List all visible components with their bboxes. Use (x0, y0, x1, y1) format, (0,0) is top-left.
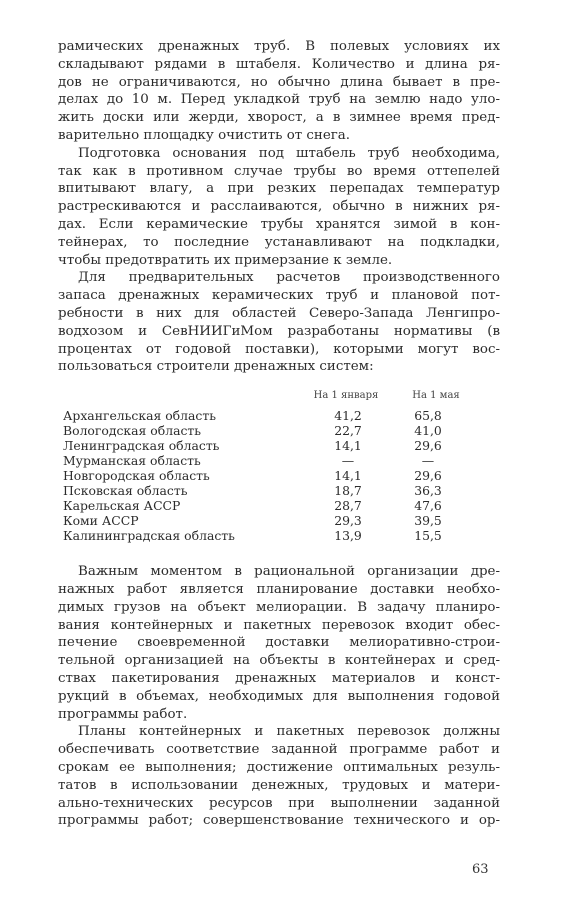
table-row (63, 468, 493, 483)
text-line: тельной организацией на объекты в контейнерах и сред- (58, 653, 500, 669)
value-may: 29,6 (414, 438, 442, 454)
text-line: запаса дренажных керамических труб и плановой пот- (58, 288, 500, 304)
text-line: ребности в них для областей Северо-Запада Ленгипро- (58, 305, 500, 321)
region-name: Коми АССР (63, 513, 139, 529)
value-may: 39,5 (414, 513, 442, 529)
table-header (63, 390, 493, 408)
text-line: пользоваться строители дренажных систем: (58, 359, 374, 375)
book-page (58, 38, 500, 830)
value-jan: 14,1 (334, 468, 362, 484)
value-may: 41,0 (414, 423, 442, 439)
text-line: складывают рядами в штабеля. Количество и длина ря- (58, 56, 500, 72)
text-line: татов в использовании денежных, трудовых и матери- (58, 777, 500, 793)
text-line: Важным моментом в рациональной организации дре- (78, 564, 500, 580)
table-row (63, 408, 493, 423)
text-line: дов не ограничиваются, но обычно длина бывает в пре- (58, 74, 500, 90)
table-row (63, 483, 493, 498)
text-line: обеспечивать соответствие заданной программе работ и (58, 742, 500, 758)
value-jan: 18,7 (334, 483, 362, 499)
paragraph-base-preparation (58, 145, 500, 270)
text-line: вания контейнерных и пакетных перевозок входит обес- (58, 617, 500, 633)
value-jan: 28,7 (334, 498, 362, 514)
text-line: тейнерах, то последние устанавливают на подкладки, (58, 234, 500, 250)
region-name: Новгородская область (63, 468, 210, 484)
text-line: растрескиваются и расслаиваются, обычно в нижних ря- (58, 199, 500, 215)
table-row (63, 528, 493, 543)
table-row (63, 453, 493, 468)
text-line: ствах пакетирования дренажных материалов и конст- (58, 670, 500, 686)
text-line: рамических дренажных труб. В полевых условиях их (58, 39, 500, 54)
text-line: чтобы предотвратить их примерзание к земле. (58, 252, 393, 268)
table-row (63, 423, 493, 438)
paragraph-norms-intro (58, 269, 500, 376)
region-name: Карельская АССР (63, 498, 181, 514)
text-line: так как в противном случае трубы во время оттепелей (58, 163, 500, 179)
region-name: Ленинградская область (63, 438, 220, 454)
value-jan: 14,1 (334, 438, 362, 454)
region-name: Вологодская область (63, 423, 202, 439)
text-line: Для предварительных расчетов производственного (78, 270, 500, 286)
text-line: ально-технических ресурсов при выполнении заданной (58, 795, 500, 811)
paragraph-planning (58, 563, 500, 723)
value-jan: 29,3 (334, 513, 362, 529)
text-line: дах. Если керамические трубы хранятся зимой в кон- (58, 216, 500, 232)
text-line: димых грузов на объект мелиорации. В задачу планиро- (58, 599, 500, 615)
header-may: На 1 мая (412, 390, 460, 402)
text-line: варительно площадку очистить от снега. (58, 127, 351, 143)
text-line: рукций в объемах, необходимых для выполнения годовой (58, 688, 500, 704)
value-jan: 22,7 (334, 423, 362, 439)
value-jan: 13,9 (334, 528, 362, 544)
text-line: срокам ее выполнения; достижение оптимальных резуль- (58, 759, 500, 775)
page-number: 63 (472, 862, 489, 877)
text-line: Планы контейнерных и пакетных перевозок должны (78, 724, 500, 740)
region-name: Архангельская область (63, 408, 216, 424)
text-line: программы работ; совершенствование технического и ор- (58, 813, 500, 829)
region-name: Калининградская область (63, 528, 235, 544)
value-jan: — (341, 453, 355, 469)
value-may: 15,5 (414, 528, 442, 544)
text-line: печение своевременной доставки мелиоративно-строи- (58, 635, 500, 651)
text-line: впитывают влагу, а при резких перепадах температур (58, 181, 500, 197)
value-may: 29,6 (414, 468, 442, 484)
text-line: процентах от годовой поставки), которыми могут вос- (58, 341, 500, 357)
table-row (63, 438, 493, 453)
region-name: Псковская область (63, 483, 188, 499)
text-line: водхозом и СевНИИГиМом разработаны нормативы (в (58, 323, 500, 339)
header-jan: На 1 января (313, 390, 379, 402)
value-may: — (421, 453, 435, 469)
region-name: Мурманская область (63, 453, 201, 469)
text-line: жить доски или жерди, хворост, а в зимнее время пред- (58, 110, 500, 126)
table-body (63, 408, 493, 543)
text-line: Подготовка основания под штабель труб необходима, (78, 145, 500, 161)
paragraph-plans (58, 723, 500, 830)
norms-table (63, 390, 493, 543)
text-line: нажных работ является планирование доставки необхо- (58, 581, 500, 597)
value-may: 47,6 (414, 498, 442, 514)
value-jan: 41,2 (334, 408, 362, 424)
paragraph-storage-stacking (58, 38, 500, 145)
text-line: делах до 10 м. Перед укладкой труб на землю надо уло- (58, 92, 500, 108)
table-row (63, 513, 493, 528)
value-may: 65,8 (414, 408, 442, 424)
text-line: программы работ. (58, 706, 188, 722)
value-may: 36,3 (414, 483, 442, 499)
table-row (63, 498, 493, 513)
